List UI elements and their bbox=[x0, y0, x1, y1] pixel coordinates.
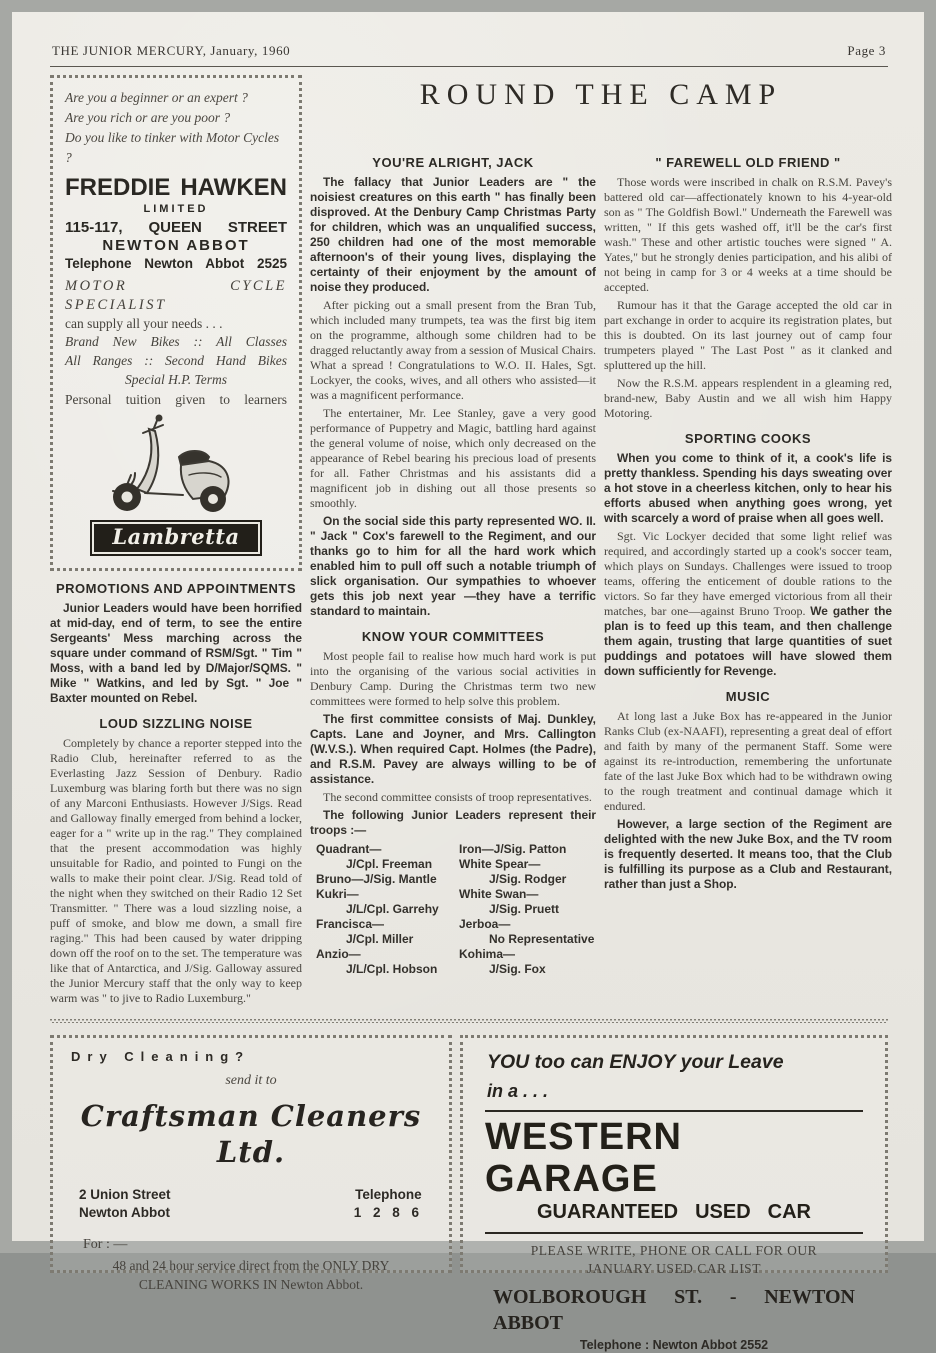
troop-name: Iron—J/Sig. Patton bbox=[459, 842, 567, 856]
article-paragraph: After picking out a small present from the Bran Tub, which included many trumpets, tea was the first big item on the programme, although some children had to be dragged reluctantly away from a session of Musical Chairs. What a spread ! Congratulations to W.O. II. Hales, Sgt. Lockyer, the cooks, wives, and all others who assisted—it was a magnificent performance. bbox=[310, 298, 596, 402]
header-rule bbox=[50, 66, 888, 67]
advertiser-name: WESTERN GARAGE bbox=[485, 1116, 682, 1200]
advertiser-telephone bbox=[354, 1186, 423, 1222]
article-paragraph: Junior Leaders would have been horrified at mid-day, end of term, to see the entire Sergeants' Mess marching across the square under command of RSM/Sgt. " Tim " Moss, with a band led by D/Major/SQMS. " Mike " Watkins, and led by Sgt. " Joe " Baxter mounted on Rebel. bbox=[50, 601, 302, 705]
article-paragraph: The entertainer, Mr. Lee Stanley, gave a very good performance of Puppetry and Magic, battling hard against the general volume of noise, which only decreased on the appearance of Rebel bearing his precious load of presents for all. Father Christmas and his assistants did a magnificent job in dishing out all those presents so smoothly. bbox=[310, 406, 596, 510]
ad-contact-row bbox=[79, 1186, 423, 1222]
article-paragraph: On the social side this party represented WO. II. " Jack " Cox's farewell to the Regiment, and our thanks go to him for all the hard work which enabled him to pull off such a notable triumph of slick organisation. Our sympathies to whoever gets this job next year —they have a terrific standard to maintain. bbox=[310, 514, 596, 618]
advertiser-address: WOLBOROUGH ST. - NEWTON ABBOT bbox=[493, 1286, 855, 1334]
ad-question: Do you like to tinker with Motor Cycles ? bbox=[65, 130, 280, 165]
article-title: KNOW YOUR COMMITTEES bbox=[361, 629, 545, 644]
western-garage-ad bbox=[460, 1035, 888, 1352]
article-paragraph: Most people fail to realise how much hard work is put into the organising of the various social activities in Denbury Camp. During the Christmas term two new committees were formed to help solve this problem. bbox=[310, 649, 596, 708]
article-title: YOU'RE ALRIGHT, JACK bbox=[372, 155, 534, 170]
troop-name: Quadrant— bbox=[316, 842, 382, 856]
advertiser-street: 115-117, QUEEN STREET bbox=[65, 219, 287, 236]
troop-name: Bruno—J/Sig. Mantle bbox=[316, 872, 437, 886]
right-column bbox=[604, 151, 892, 1009]
article-title: SPORTING COOKS bbox=[684, 431, 812, 446]
article-paragraph: Now the R.S.M. appears resplendent in a gleaming red, brand-new, Baby Austin and we all wish him Happy Motoring. bbox=[604, 376, 892, 420]
article-promotions-and-appointments bbox=[50, 581, 302, 706]
troop-representative: J/Sig. Rodger bbox=[489, 872, 567, 886]
ad-supply-line: can supply all your needs . . . bbox=[65, 316, 223, 331]
article-paragraph: Completely by chance a reporter stepped into the Radio Club, hereinafter referred to as the Everlasting Jazz Session of Denbury. Radio Luxemburg was blaring forth but there was no sign of any Marconi Enthusiasts. However J/Sigs. Read and Galloway finally emerged from behind a locker, eager for a " write up in the rag." They complained that the present accommodation was highly unsuitable for Radio, and pointed to Fungi on the walls to make their point clear. J/Sig. Read told of the night when they switched on their Radio 12 Set Transmitter. " There was a loud sizzling noise, a puff of smoke, and blow me down, a small fire raging." This had been caused by water dripping down off the roof on to the set. The temperature was like that of Antarctica, and J/Sig. Galloway assured the Junior Mercury staff that the only way to keep warm was " to jive to Radio Luxemburg." bbox=[50, 736, 302, 1005]
ad-question: Are you rich or are you poor ? bbox=[65, 110, 231, 125]
craftsman-cleaners-ad bbox=[50, 1035, 452, 1292]
left-column bbox=[50, 75, 302, 1009]
article-paragraph: Rumour has it that the Garage accepted the old car in part exchange in order to acquire its registration plates, but this is doubted. On its last journey out of camp four trumpeters played " The Last Post " as it clanked and spluttered up the hill. bbox=[604, 298, 892, 372]
troop-representative: J/Sig. Pruett bbox=[489, 902, 560, 916]
rule bbox=[485, 1232, 863, 1234]
center-column bbox=[310, 151, 596, 1009]
ad-tagline: YOU too can ENJOY your Leave bbox=[487, 1051, 784, 1073]
page-number: Page 3 bbox=[847, 43, 886, 58]
troop-representative: J/Sig. Fox bbox=[489, 962, 546, 976]
troop-representatives-list bbox=[310, 842, 596, 977]
ad-tagline: in a . . . bbox=[487, 1081, 549, 1101]
troop-representative: No Representative bbox=[489, 932, 595, 946]
troop-name: White Spear— bbox=[459, 857, 541, 871]
advertiser-name: Craftsman Cleaners Ltd. bbox=[80, 1099, 422, 1169]
cta-line: JANUARY USED CAR LIST bbox=[587, 1261, 761, 1276]
ad-bikes-line: All Ranges :: Second Hand Bikes bbox=[65, 353, 287, 368]
article-paragraph: At long last a Juke Box has re-appeared in the Junior Ranks Club (ex-NAAFI), representing a great deal of effort and faith by many of the permanent Staff. Some were against its re-introduction, remembering the unfortunate fate of the last Juke Box which had to be withdrawn owing to the rough treatment and continual damage which it endured. bbox=[604, 709, 892, 813]
troop-representative: J/Cpl. Freeman bbox=[346, 857, 433, 871]
cta-line: PLEASE WRITE, PHONE OR CALL FOR OUR bbox=[530, 1243, 818, 1258]
article-paragraph: The first committee consists of Maj. Dunkley, Capts. Lane and Joyner, and Mrs. Callington (W.V.S.). When required Capt. Holmes (the Padre), and R.S.M. Pavey are always willing to be of assistance. bbox=[310, 712, 596, 786]
page-header bbox=[50, 40, 888, 64]
ad-body-text: 48 and 24 hour service direct from the ONLY DRY CLEANING WORKS IN Newton Abbot. bbox=[112, 1258, 390, 1292]
article-paragraph: When you come to think of it, a cook's life is pretty thankless. Spending his days sweating over a hot stove in a cheerless kitchen, only to hear his efforts abused when anything goes wrong, yet with scarcely a word of praise when all goes well. bbox=[604, 451, 892, 525]
lambretta-scooter-illustration bbox=[65, 415, 287, 518]
ad-bikes-line: Brand New Bikes :: All Classes bbox=[65, 334, 287, 349]
article-paragraph: However, a large section of the Regiment are delighted with the new Juke Box, and the TV room is frequently deserted. It means too, that the Club is fulfilling its purpose as a Club and Restaurant, rather than just a Shop. bbox=[604, 817, 892, 891]
troop-representative: J/Cpl. Miller bbox=[346, 932, 414, 946]
advertiser-address bbox=[79, 1186, 171, 1222]
advertiser-name: FREDDIE HAWKEN bbox=[65, 174, 287, 201]
article-title: PROMOTIONS AND APPOINTMENTS bbox=[55, 581, 297, 596]
address-line: 2 Union Street bbox=[79, 1187, 171, 1202]
ad-subheading: GUARANTEED USED CAR bbox=[537, 1201, 811, 1223]
article-paragraph: The fallacy that Junior Leaders are " the noisiest creatures on this earth " has finally been disproved. At the Denbury Camp Christmas Party for children, which was an unqualified success, 250 children had one of the most memorable afternoon's of their young lives, displaying the certainty of their enjoyment by the amount of noise they produced. bbox=[310, 175, 596, 294]
ad-tuition-line: Personal tuition given to learners bbox=[65, 392, 287, 407]
scooter-icon bbox=[91, 415, 261, 513]
lambretta-logo: Lambretta bbox=[90, 520, 262, 556]
troop-name: Francisca— bbox=[316, 917, 385, 931]
article-loud-sizzling-noise bbox=[50, 716, 302, 1006]
advertiser-phone: Telephone Newton Abbot 2525 bbox=[65, 256, 287, 271]
ad-terms-line: Special H.P. Terms bbox=[124, 372, 227, 387]
address-line: Newton Abbot bbox=[79, 1205, 170, 1220]
article-title: " FAREWELL OLD FRIEND " bbox=[655, 155, 841, 170]
troop-name: Kohima— bbox=[459, 947, 516, 961]
troop-representative: J/L/Cpl. Garrehy bbox=[346, 902, 439, 916]
masthead: THE JUNIOR MERCURY, January, 1960 bbox=[52, 43, 291, 58]
article-paragraph: Those words were inscribed in chalk on R.S.M. Pavey's battered old car—affectionately known to his 4-year-old son as " The Goldfish Bowl." Underneath the Farewell was written, " If this gets washed off, it'll be the car's first wash." These and other artistic touches were signed " A. Yates," but he strongly denies participation, and his alibi of not being in camp for 3 or 4 weeks at a time should be accepted. bbox=[604, 175, 892, 294]
ad-specialist-line: MOTOR CYCLE SPECIALIST bbox=[65, 278, 287, 313]
advertiser-town: NEWTON ABBOT bbox=[102, 237, 250, 254]
troop-representative: J/L/Cpl. Hobson bbox=[346, 962, 438, 976]
rule bbox=[485, 1110, 863, 1112]
troop-name: White Swan— bbox=[459, 887, 539, 901]
ad-tagline: send it to bbox=[225, 1073, 277, 1088]
advertiser-telephone: Telephone : Newton Abbot 2552 bbox=[579, 1338, 769, 1352]
article-title: MUSIC bbox=[725, 689, 771, 704]
troop-list-left bbox=[310, 842, 453, 977]
article-paragraph bbox=[604, 529, 892, 679]
paragraph-regular-part: Sgt. Vic Lockyer decided that some light relief was required, and accordingly started up a cook's soccer team, which plays on Sundays. Challenges were issued to troop teams, offering the enticement of double rations to the victors. So far they have emerged victorious from all their matches, bar one—against Bruno Troop. bbox=[604, 529, 892, 618]
section-divider bbox=[50, 1019, 888, 1023]
freddie-hawken-ad bbox=[50, 75, 302, 571]
ad-call-to-action bbox=[485, 1242, 863, 1278]
article-paragraph: The second committee consists of troop representatives. bbox=[323, 790, 592, 804]
ad-for-label: For : — bbox=[83, 1237, 128, 1252]
troop-name: Jerboa— bbox=[459, 917, 511, 931]
page-title: ROUND THE CAMP bbox=[419, 78, 783, 111]
telephone-number: 1 2 8 6 bbox=[353, 1205, 423, 1220]
advertiser-limited: LIMITED bbox=[143, 203, 209, 215]
advertisements-row bbox=[50, 1035, 888, 1352]
ad-question: Are you a beginner or an expert ? bbox=[65, 90, 248, 105]
troop-name: Anzio— bbox=[316, 947, 361, 961]
troop-list-right bbox=[453, 842, 596, 977]
troop-list-intro: The following Junior Leaders represent their troops :— bbox=[310, 808, 596, 837]
paragraph-bold-part: We gather the plan is to feed up this team, and then challenge them again, trusting that large quantities of suet puddings and potatoes will have slowed them down sufficiently for Revenge. bbox=[604, 604, 893, 678]
troop-name: Kukri— bbox=[316, 887, 359, 901]
page-content bbox=[50, 75, 893, 1009]
telephone-label: Telephone bbox=[355, 1187, 422, 1202]
article-title: LOUD SIZZLING NOISE bbox=[99, 716, 253, 731]
ad-heading: Dry Cleaning? bbox=[71, 1049, 251, 1064]
